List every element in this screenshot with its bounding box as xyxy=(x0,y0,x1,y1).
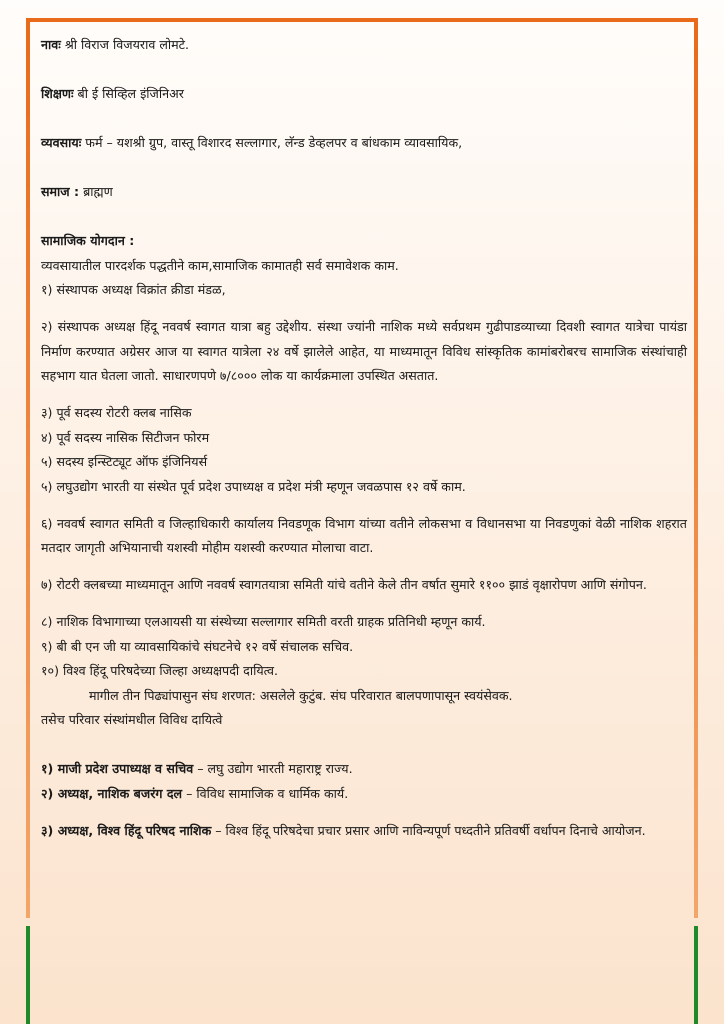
list-item: २) संस्थापक अध्यक्ष हिंदू नववर्ष स्वागत यात्रा बहु उद्देशीय. संस्था ज्यांनी नाशिक मध्ये सर्वप्रथम गुढीपाडव्याच्या दिवशी स्वागत यात्रेचा पायंडा निर्माण करण्यात अग्रेसर आज या स्वागत यात्रेला २४ वर्षे झालेले आहेत, या माध्यमातून विविध सांस्कृतिक कामांबरोबरच सामाजिक संस्थांचाही सहभाग यात घेतला जातो. साधारणपणे ७/८००० लोक या कार्यक्रमाला उपस्थित असतात. xyxy=(41,319,687,384)
sangh-line: तसेच परिवार संस्थांमधील विविध दायित्वे xyxy=(41,712,223,728)
list-item: १०) विश्व हिंदू परिषदेच्या जिल्हा अध्यक्षपदी दायित्व. xyxy=(41,663,279,679)
community-value: ब्राह्मण xyxy=(79,184,113,199)
sangh-line: मागील तीन पिढ्यांपासुन संघ शरणत: असलेले कुटुंब. संघ परिवारात बालपणापासून स्वयंसेवक. xyxy=(89,687,513,703)
name-value: श्री विराज विजयराव लोमटे. xyxy=(60,37,190,52)
responsibility-desc: – विविध सामाजिक व धार्मिक कार्य. xyxy=(182,785,349,801)
border-left-saffron xyxy=(26,18,30,918)
occupation-row xyxy=(41,131,687,156)
education-value: बी ई सिव्हिल इंजिनिअर xyxy=(73,86,184,101)
responsibility-item xyxy=(41,819,687,844)
border-right-green xyxy=(694,926,698,1024)
occupation-value: फर्म – यशश्री ग्रुप, वास्तू विशारद सल्लागार, लॅन्ड डेव्हलपर व बांधकाम व्यावसायिक, xyxy=(81,135,463,150)
education-label: शिक्षणः xyxy=(41,86,74,101)
education-row xyxy=(41,82,687,107)
list-item: ५) सदस्य इन्स्टिट्यूट ऑफ इंजिनियर्स xyxy=(41,454,208,470)
name-label: नावः xyxy=(41,37,61,52)
occupation-label: व्यवसायः xyxy=(41,135,82,150)
border-left-green xyxy=(26,926,30,1024)
community-label: समाज : xyxy=(41,184,80,199)
responsibility-item xyxy=(41,757,687,782)
border-right-saffron xyxy=(694,18,698,918)
list-item: ५) लघुउद्योग भारती या संस्थेत पूर्व प्रदेश उपाध्यक्ष व प्रदेश मंत्री म्हणून जवळपास १२ वर्षे काम. xyxy=(41,478,466,494)
list-item: ४) पूर्व सदस्य नासिक सिटीजन फोरम xyxy=(41,429,210,445)
list-item: ८) नाशिक विभागाच्या एलआयसी या संस्थेच्या सल्लागार समिती वरती ग्राहक प्रतिनिधी म्हणून कार्य. xyxy=(41,614,486,630)
social-intro: व्यवसायातील पारदर्शक पद्धतीने काम,सामाजिक कामातही सर्व समावेशक काम. xyxy=(41,257,399,273)
community-row xyxy=(41,180,687,205)
list-item: ३) पूर्व सदस्य रोटरी क्लब नासिक xyxy=(41,405,192,421)
responsibility-desc: – लघु उद्योग भारती महाराष्ट्र राज्य. xyxy=(193,761,353,777)
list-item: ७) रोटरी क्लबच्या माध्यमातून आणि नववर्ष स्वागतयात्रा समिती यांचे वतीने केले तीन वर्षात सुमारे ११०० झाडं वृक्षारोपण आणि संगोपन. xyxy=(41,577,647,593)
list-item: १) संस्थापक अध्यक्ष विक्रांत क्रीडा मंडळ, xyxy=(41,282,226,297)
name-row xyxy=(41,33,687,58)
border-top xyxy=(27,18,697,22)
responsibility-title: १) माजी प्रदेश उपाध्यक्ष व सचिव xyxy=(41,761,194,777)
responsibility-desc: – विश्व हिंदू परिषदेचा प्रचार प्रसार आणि नाविन्यपूर्ण पध्दतीने प्रतिवर्षी वर्धापन दिनाचे आयोजन. xyxy=(211,823,646,839)
social-heading: सामाजिक योगदान : xyxy=(41,233,135,248)
profile-document xyxy=(41,33,687,856)
list-item: ९) बी बी एन जी या व्यावसायिकांचे संघटनेचे १२ वर्षे संचालक सचिव. xyxy=(41,638,354,654)
responsibility-title: २) अध्यक्ष, नाशिक बजरंग दल xyxy=(41,785,183,801)
responsibility-item xyxy=(41,782,687,807)
list-item: ६) नववर्ष स्वागत समिती व जिल्हाधिकारी कार्यालय निवडणूक विभाग यांच्या वतीने लोकसभा व विधानसभा या निवडणुकां वेळी नाशिक शहरात मतदार जागृती अभियानाची यशस्वी मोहीम यशस्वी करण्यात मोलाचा वाटा. xyxy=(41,515,687,556)
responsibility-title: ३) अध्यक्ष, विश्व हिंदू परिषद नाशिक xyxy=(41,823,212,839)
